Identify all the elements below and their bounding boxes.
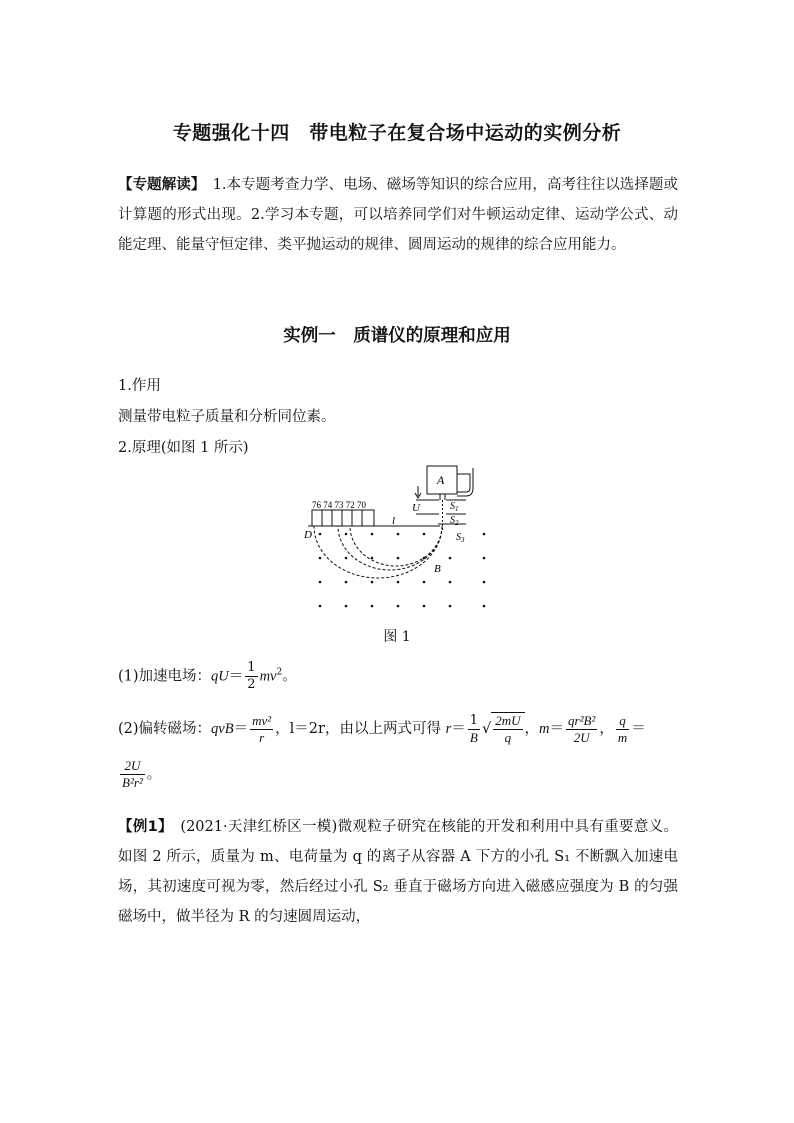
- page-title: 专题强化十四 带电粒子在复合场中运动的实例分析: [172, 122, 622, 144]
- label-d: D: [304, 529, 312, 541]
- formula-1: (1)加速电场：qU＝ $\frac{1}{2}$ $mv^2$。: [118, 660, 297, 692]
- label-u: U: [412, 502, 420, 514]
- scale-label: 76 74 73 72 70: [312, 500, 366, 510]
- section-heading: 实例一 质谱仪的原理和应用: [283, 326, 511, 346]
- topic-intro: [118, 170, 678, 260]
- mass-spectrometer-figure: [300, 462, 500, 622]
- label-s1: $S_1$: [450, 501, 459, 513]
- label-s3: $S_3$: [456, 532, 465, 544]
- label-s2: $S_2$: [450, 515, 459, 527]
- formula-2: (2)偏转磁场：qvB＝ $\frac{\text{mv²}}{r}$ ，l＝2r，由以上两式可得 r＝ $\frac{1}{B}$ √ $\frac{2mU}{q}$ ，m＝ $\frac{\text{qr²B²}}{2U}$ ， $\frac{q}{m}$ ＝: [118, 712, 646, 745]
- example-tag: 【例1】: [118, 819, 166, 835]
- item2-label: 2.原理(如图 1 所示): [118, 440, 249, 456]
- example-1: [118, 812, 678, 932]
- item1-label: 1.作用: [118, 378, 161, 394]
- intro-text: 1.本专题考查力学、电场、磁场等知识的综合应用，高考往往以选择题或计算题的形式出现。2.学习本专题，可以培养同学们对牛顿运动定律、运动学公式、动能定理、能量守恒定律、类平抛运动的规律、圆周运动的规律的综合应用能力。: [118, 177, 678, 253]
- label-l: l: [392, 515, 396, 527]
- example-text: (2021·天津红桥区一模)微观粒子研究在核能的开发和利用中具有重要意义。如图 2 所示，质量为 m、电荷量为 q 的离子从容器 A 下方的小孔 S₁ 不断飘入加速电场，其初速度可视为零，然后经过小孔 S₂ 垂直于磁场方向进入磁感应强度为 B 的匀强磁场中，做半径为 R 的匀速圆周运动，: [118, 819, 679, 925]
- formula-2-cont: $\frac{2U}{\text{B²r²}}$ 。: [122, 758, 162, 790]
- label-a: A: [437, 473, 445, 487]
- item1-text: 测量带电粒子质量和分析同位素。: [118, 409, 336, 425]
- figure-caption: 图 1: [383, 629, 411, 645]
- label-b: B: [434, 563, 441, 575]
- intro-tag: 【专题解读】: [118, 177, 199, 193]
